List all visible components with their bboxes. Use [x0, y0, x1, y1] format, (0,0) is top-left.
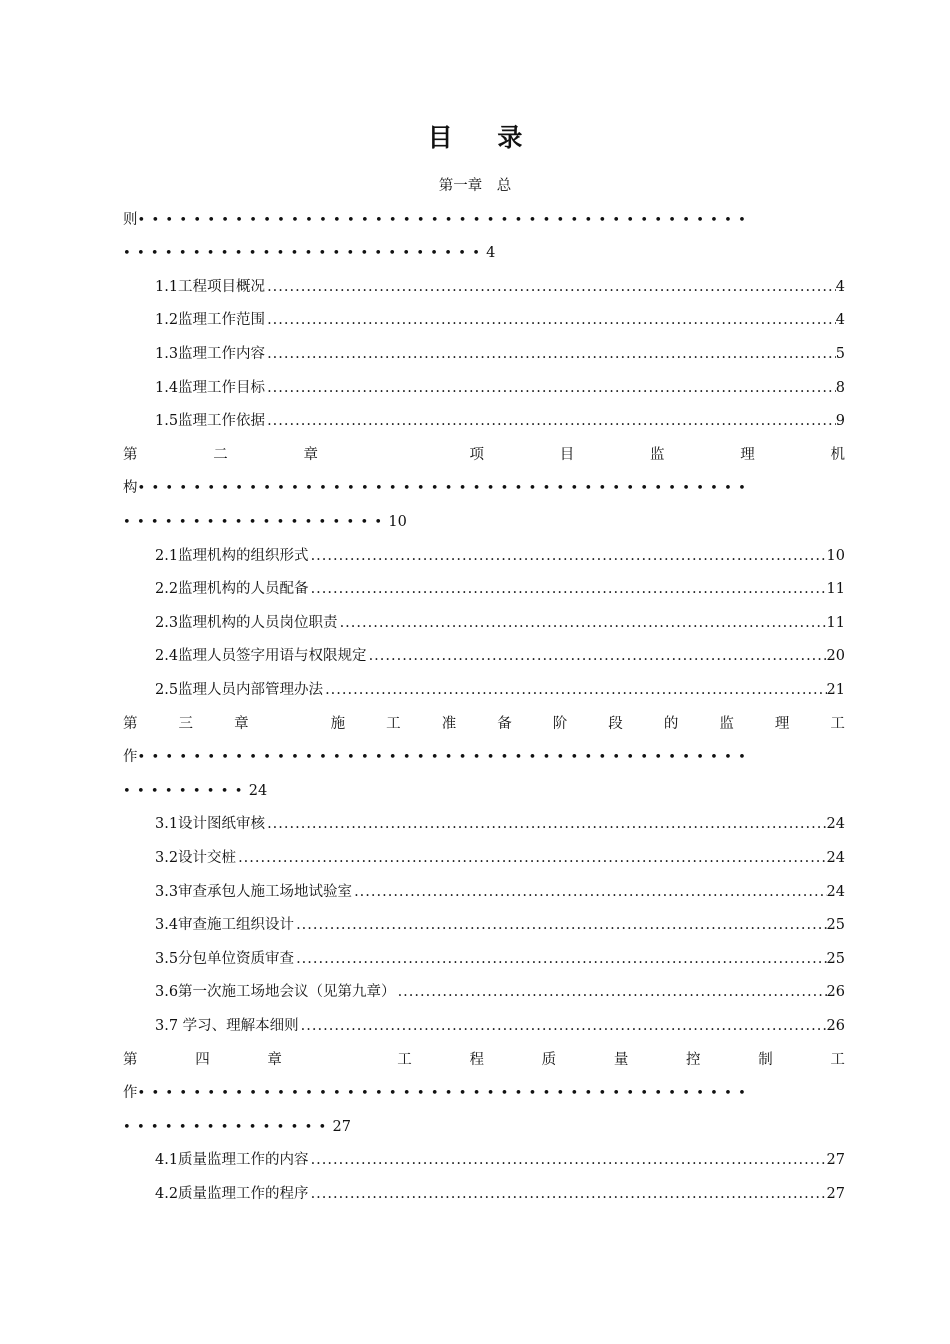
toc-entry-leader: [299, 1014, 827, 1038]
leader-dots: ••••••••••••••••••••••••••••••••••••••••••••: [137, 481, 753, 496]
toc-entry[interactable]: [155, 1148, 845, 1172]
toc-entry-label: 3.3审查承包人施工场地试验室: [155, 884, 353, 900]
toc-entry-label: 1.2监理工作范围: [155, 312, 266, 328]
chapter-heading-char: 二: [213, 447, 228, 463]
toc-entry[interactable]: [155, 644, 845, 668]
toc-entry[interactable]: [155, 376, 845, 400]
toc-entry-page: 5: [835, 346, 845, 362]
chapter-page-number: 4: [486, 245, 496, 261]
chapter-heading-char: 准: [441, 716, 457, 732]
toc-entry-label: 2.5监理人员内部管理办法: [155, 682, 324, 698]
toc-entry-label: 2.3监理机构的人员岗位职责: [155, 615, 338, 631]
toc-entry-leader: [265, 342, 836, 366]
chapter-heading-char: 理: [774, 716, 790, 732]
toc-entry-page: 27: [826, 1186, 845, 1202]
chapter-heading[interactable]: [123, 443, 845, 467]
toc-entry[interactable]: [155, 880, 845, 904]
toc-entry-leader: [323, 678, 826, 702]
toc-entry-label: 3.2设计交桩: [155, 850, 237, 866]
leader-dots: •••••••••: [123, 784, 249, 799]
toc-entry-leader: [265, 308, 836, 332]
chapter-page-line: [123, 510, 845, 534]
leader-dots: ••••••••••••••••••••••••••••••••••••••••••••: [137, 750, 753, 765]
chapter-leader-line: [123, 1081, 845, 1105]
toc-entry-label: 1.3监理工作内容: [155, 346, 266, 362]
toc-entry-page: 25: [826, 951, 845, 967]
toc-entry-leader: [309, 577, 827, 601]
chapter-page-line: [123, 779, 845, 803]
toc-entry-label: 1.1工程项目概况: [155, 279, 266, 295]
toc-entry-label: 2.2监理机构的人员配备: [155, 581, 309, 597]
chapter-heading-char: 质: [541, 1052, 557, 1068]
chapter-heading-char: 目: [559, 447, 575, 463]
toc-entry-label: 1.4监理工作目标: [155, 380, 266, 396]
toc-entry-label: 4.1质量监理工作的内容: [155, 1152, 309, 1168]
chapter-leader-line: [123, 476, 845, 500]
toc-entry-label: 2.1监理机构的组织形式: [155, 548, 309, 564]
chapter-heading-char: 第: [123, 716, 138, 732]
chapter-heading-char: 监: [719, 716, 734, 732]
chapter-heading-char: 控: [686, 1052, 701, 1068]
toc-entry-page: 4: [835, 312, 845, 328]
toc-entry[interactable]: [155, 275, 845, 299]
toc-entry-page: 26: [826, 1018, 845, 1034]
chapter-heading-char: 第: [123, 447, 138, 463]
leader-dots: •••••••••••••••: [123, 1120, 333, 1135]
toc-entry-page: 20: [826, 648, 845, 664]
chapter-heading-char: 量: [613, 1052, 629, 1068]
chapter-heading-char: 段: [608, 716, 623, 732]
chapter-heading-char: 阶: [552, 716, 568, 732]
toc-entry-page: 21: [826, 682, 845, 698]
chapter-heading-tail: 作: [123, 1085, 138, 1101]
toc-entry[interactable]: [155, 577, 845, 601]
toc-entry-leader: [367, 644, 827, 668]
chapter-heading-char: 章: [267, 1052, 282, 1068]
toc-entry-leader: [396, 980, 827, 1004]
toc-entry-label: 3.5分包单位资质审查: [155, 951, 295, 967]
toc-entry-leader: [338, 611, 827, 635]
toc-entry[interactable]: [155, 611, 845, 635]
toc-entry-label: 3.4审查施工组织设计: [155, 917, 295, 933]
chapter-heading-char: 工: [830, 716, 845, 732]
toc-entry-page: 27: [826, 1152, 845, 1168]
toc-entry-leader: [265, 812, 826, 836]
leader-dots: ••••••••••••••••••••••••••••••••••••••••••••: [137, 1086, 753, 1101]
toc-entry[interactable]: [155, 812, 845, 836]
chapter-page-number: 27: [332, 1119, 351, 1135]
chapter-page-line: [123, 1115, 845, 1139]
toc-entry-label: 2.4监理人员签字用语与权限规定: [155, 648, 367, 664]
toc-entry-label: 3.1设计图纸审核: [155, 816, 266, 832]
chapter-heading-char: 第: [123, 1052, 138, 1068]
chapter-page-number: 10: [388, 514, 407, 530]
chapter-heading-char: 的: [663, 716, 679, 732]
toc-entry-leader: [294, 913, 826, 937]
chapter-heading-tail: 则: [123, 212, 138, 228]
chapter-heading-char: 程: [469, 1052, 484, 1068]
toc-entry-leader: [236, 846, 826, 870]
chapter-heading-char: 工: [830, 1052, 845, 1068]
toc-entry-page: 9: [835, 413, 845, 429]
chapter-heading-char: 章: [303, 447, 318, 463]
toc-entry-page: 25: [826, 917, 845, 933]
toc-entry[interactable]: [155, 678, 845, 702]
toc-entry-page: 4: [835, 279, 845, 295]
toc-entry[interactable]: [155, 409, 845, 433]
chapter-heading[interactable]: [123, 712, 845, 736]
chapter-heading-char: 备: [497, 716, 512, 732]
toc-entry[interactable]: [155, 308, 845, 332]
chapter-heading-tail: 构: [123, 480, 138, 496]
toc-entry[interactable]: [155, 1014, 845, 1038]
chapter-heading-char: 施: [330, 716, 346, 732]
toc-entry[interactable]: [155, 980, 845, 1004]
leader-dots: ••••••••••••••••••••••••••: [123, 246, 487, 261]
chapter-heading-char: 四: [195, 1052, 210, 1068]
chapter-leader-line: [123, 745, 845, 769]
toc-entry-label: 4.2质量监理工作的程序: [155, 1186, 309, 1202]
chapter-heading[interactable]: [123, 1048, 845, 1072]
chapter-heading-char: 三: [178, 716, 194, 732]
toc-entry[interactable]: [155, 544, 845, 568]
chapter-heading-char: 工: [397, 1052, 412, 1068]
toc-entry-page: 8: [835, 380, 845, 396]
toc-entry-leader: [309, 1182, 827, 1206]
page-title: 目 录: [427, 123, 541, 152]
toc-entry-leader: [265, 275, 836, 299]
toc-entry-label: 1.5监理工作依据: [155, 413, 266, 429]
toc-entry-leader: [352, 880, 826, 904]
chapter-heading-char: 章: [234, 716, 249, 732]
toc-entry[interactable]: [155, 913, 845, 937]
chapter-heading-char: 工: [386, 716, 401, 732]
chapter-heading-char: 机: [830, 447, 845, 463]
toc-entry-label: 3.6第一次施工场地会议（见第九章）: [155, 984, 396, 1000]
toc-entry-leader: [309, 544, 827, 568]
toc-entry-page: 24: [826, 850, 845, 866]
toc-entry-page: 24: [826, 816, 845, 832]
leader-dots: •••••••••••••••••••: [123, 515, 389, 530]
toc-entry-leader: [265, 376, 836, 400]
chapter-heading-char: 制: [758, 1052, 773, 1068]
chapter-heading[interactable]: 第一章 总: [438, 178, 512, 194]
toc-entry-label: 3.7 学习、理解本细则: [155, 1018, 299, 1034]
chapter-heading-char: 理: [740, 447, 755, 463]
chapter-page-line: [123, 241, 845, 265]
chapter-page-number: 24: [248, 783, 268, 799]
toc-entry[interactable]: [155, 846, 845, 870]
toc-entry-page: 10: [826, 548, 845, 564]
toc-entry[interactable]: [155, 947, 845, 971]
toc-entry-page: 11: [826, 581, 845, 597]
toc-entry-leader: [309, 1148, 827, 1172]
toc-entry-leader: [265, 409, 836, 433]
toc-entry-leader: [294, 947, 826, 971]
leader-dots: ••••••••••••••••••••••••••••••••••••••••••••: [137, 213, 753, 228]
toc-entry-page: 11: [826, 615, 845, 631]
toc-entry-page: 26: [826, 984, 845, 1000]
toc-entry[interactable]: [155, 1182, 845, 1206]
chapter-heading-tail: 作: [123, 749, 138, 765]
toc-entry-page: 24: [826, 884, 845, 900]
chapter-leader-line: [123, 208, 845, 232]
toc-entry[interactable]: [155, 342, 845, 366]
chapter-heading-char: 监: [650, 447, 665, 463]
chapter-heading-char: 项: [469, 447, 484, 463]
